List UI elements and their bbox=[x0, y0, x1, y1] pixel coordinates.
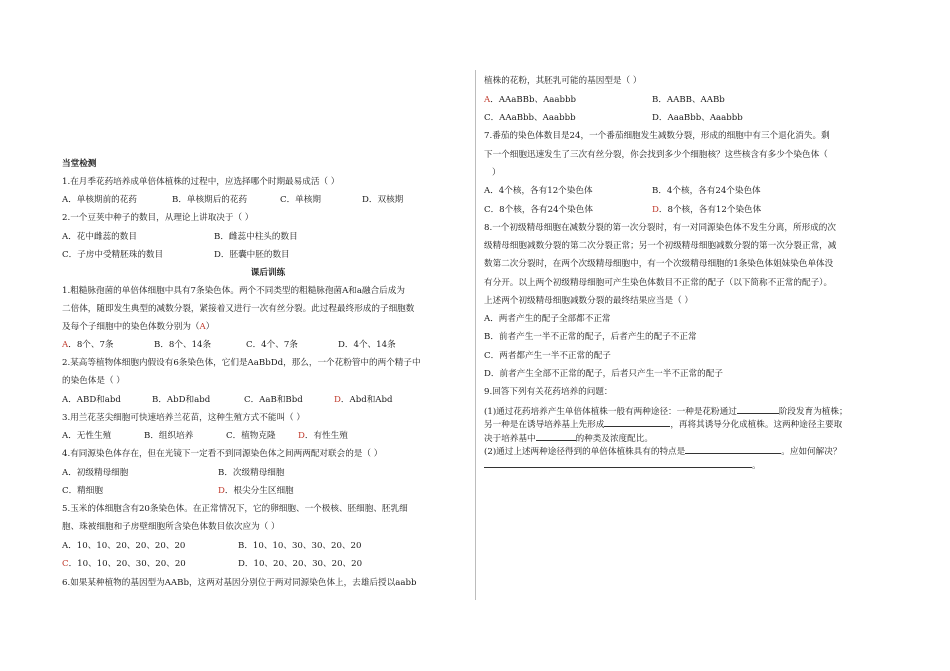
question-1: 1.在月季花药培养成单倍体植株的过程中，应选择哪个时期最易成活（ ） bbox=[62, 177, 340, 187]
option-a: A．8个、7条 bbox=[62, 340, 114, 350]
problem-2-line2: 的染色体是（ ） bbox=[62, 376, 125, 386]
answer-blank[interactable] bbox=[685, 444, 781, 454]
problem-8-line2: 级精母细胞减数分裂的第二次分裂正常；另一个初级精母细胞减数分裂的第一次分裂正常，减 bbox=[484, 241, 837, 251]
problem-8-line4: 有分开。以上两个初级精母细胞可产生染色体数目不正常的配子（以下简称不正常的配子）。 bbox=[484, 278, 833, 288]
option-c: C．子房中受精胚珠的数目 bbox=[62, 250, 164, 260]
problem-6-options-row2 bbox=[484, 112, 743, 124]
problem-8-option-d: D．前者产生全部不正常的配子，后者只产生一半不正常的配子 bbox=[484, 369, 723, 379]
problem-9-part1-line3: 决于培养基中 的种类及浓度配比。 bbox=[484, 431, 653, 445]
option-d: D．有性生殖 bbox=[298, 431, 348, 441]
option-d: D．10、20、20、30、20、20 bbox=[238, 559, 363, 569]
option-d: D．根尖分生区细胞 bbox=[218, 486, 294, 496]
problem-7-line2: 下一个细胞迅速发生了三次有丝分裂，你会找到多少个细胞核？这些核含有多少个染色体（ bbox=[484, 150, 828, 160]
option-a: A．AAaBBb、Aaabbb bbox=[484, 95, 577, 105]
option-b: B．次级精母细胞 bbox=[218, 468, 285, 478]
option-a: A．ABD和abd bbox=[62, 395, 121, 405]
option-c: C．植物克隆 bbox=[226, 431, 276, 441]
problem-2-line1: 2.某高等植物体细胞内假设有6条染色体，它们是AaBbDd，那么，一个花粉管中的两个精子中 bbox=[62, 358, 421, 368]
option-c: C．精细胞 bbox=[62, 486, 103, 496]
option-d: D．双核期 bbox=[362, 195, 404, 205]
problem-1-line3: 及每个子细胞中的染色体数分别为（A） bbox=[62, 322, 215, 332]
option-a: A．花中雌蕊的数目 bbox=[62, 232, 137, 242]
problem-2-options bbox=[62, 394, 393, 406]
problem-7-line3: ） bbox=[492, 168, 501, 178]
problem-4-options-row2 bbox=[62, 485, 294, 497]
question-2-options-row2 bbox=[62, 249, 290, 261]
option-b: B．8个、14条 bbox=[154, 340, 212, 350]
option-d: D．胚囊中胚的数目 bbox=[214, 250, 290, 260]
option-b: B．AbD和abd bbox=[152, 395, 211, 405]
option-d: D．8个核，各有12个染色体 bbox=[652, 205, 762, 215]
option-d: D．Abd和Abd bbox=[334, 395, 393, 405]
column-divider bbox=[475, 70, 476, 600]
problem-9-part2-line1: (2)通过上述两种途径得到的单倍体植株具有的特点是 。应如何解决？ bbox=[484, 444, 841, 458]
problem-8-option-b: B．前者产生一半不正常的配子，后者产生的配子不正常 bbox=[484, 332, 697, 342]
option-a: A．单核期前的花药 bbox=[62, 195, 137, 205]
problem-6-line1: 6.如果某种植物的基因型为AABb，这两对基因分别位于两对同源染色体上，去雄后授以aabb bbox=[62, 578, 417, 588]
option-a: A．10、10、20、20、20、20 bbox=[62, 541, 186, 551]
question-2-options-row1 bbox=[62, 231, 298, 243]
question-2: 2.一个豆荚中种子的数目，从理论上讲取决于（ ） bbox=[62, 213, 254, 223]
option-b: B．AABB、AABb bbox=[652, 95, 725, 105]
answer-blank[interactable] bbox=[484, 458, 752, 468]
option-d: D．AaaBbb、Aaabbb bbox=[652, 113, 743, 123]
question-1-options bbox=[62, 194, 403, 206]
problem-5-line1: 5.玉米的体细胞含有20条染色体。在正常情况下，它的卵细胞、一个极核、胚细胞、胚乳细 bbox=[62, 504, 408, 514]
option-c: C．8个核，各有24个染色体 bbox=[484, 205, 593, 215]
problem-5-options-row2 bbox=[62, 558, 362, 570]
problem-3: 3.用兰花茎尖细胞可快速培养兰花苗，这种生殖方式不能叫（ ） bbox=[62, 413, 305, 423]
option-c: C．10、10、20、30、20、20 bbox=[62, 559, 186, 569]
option-c: C．4个、7条 bbox=[246, 340, 298, 350]
answer-blank[interactable] bbox=[536, 431, 576, 441]
problem-7-options-row2 bbox=[484, 204, 761, 216]
problem-4: 4.有同源染色体存在，但在光镜下一定看不到同源染色体之间两两配对联会的是（ ） bbox=[62, 449, 383, 459]
answer-mark: A bbox=[199, 322, 206, 332]
problem-1-line2: 二倍体，随即发生典型的减数分裂，紧接着又进行一次有丝分裂。此过程最终形成的子细胞数 bbox=[62, 304, 415, 314]
option-b: B．组织培养 bbox=[144, 431, 194, 441]
problem-4-options-row1 bbox=[62, 467, 284, 479]
option-c: C．AaB和Bbd bbox=[244, 395, 303, 405]
option-b: B．10、10、30、30、20、20 bbox=[238, 541, 362, 551]
problem-7-line1: 7.番茄的染色体数目是24，一个番茄细胞发生减数分裂，形成的细胞中有三个退化消失。剩 bbox=[484, 131, 830, 141]
option-c: C．AAaBbb、Aaabbb bbox=[484, 113, 576, 123]
section-title-in-class-test: 当堂检测 bbox=[62, 159, 97, 169]
problem-8-line5: 上述两个初级精母细胞减数分裂的最终结果应当是（ ） bbox=[484, 296, 693, 306]
option-b: B．单核期后的花药 bbox=[172, 195, 248, 205]
problem-8-option-c: C．两者都产生一半不正常的配子 bbox=[484, 351, 611, 361]
option-a: A．无性生殖 bbox=[62, 431, 112, 441]
problem-5-line2: 胞、珠被细胞和子房壁细胞所含染色体数目依次应为（ ） bbox=[62, 522, 280, 532]
option-a: A．4个核，各有12个染色体 bbox=[484, 186, 593, 196]
problem-1-options bbox=[62, 339, 396, 351]
option-d: D．4个、14条 bbox=[338, 340, 396, 350]
section-title-after-class: 课后训练 bbox=[250, 268, 286, 278]
problem-9: 9.回答下列有关花药培养的问题： bbox=[484, 387, 613, 397]
problem-9-part1-line1: (1)通过花药培养产生单倍体植株一般有两种途径：一种是花粉通过 阶段发育为植株； bbox=[484, 404, 848, 418]
problem-8-line1: 8.一个初级精母细胞在减数分裂的第一次分裂时，有一对同源染色体不发生分离，所形成的次 bbox=[484, 223, 836, 233]
problem-6-line2: 植株的花粉，其胚乳可能的基因型是（ ） bbox=[484, 76, 642, 86]
problem-5-options-row1 bbox=[62, 540, 362, 552]
option-b: B．雌蕊中柱头的数目 bbox=[214, 232, 298, 242]
problem-8-option-a: A．两者产生的配子全部都不正常 bbox=[484, 314, 611, 324]
option-c: C．单核期 bbox=[280, 195, 321, 205]
problem-3-options bbox=[62, 430, 348, 442]
option-a: A．初级精母细胞 bbox=[62, 468, 129, 478]
option-b: B．4个核，各有24个染色体 bbox=[652, 186, 761, 196]
problem-9-part2-line2: 。 bbox=[484, 458, 761, 472]
problem-9-part1-line2: 另一种是在诱导培养基上先形成 ，再将其诱导分化成植株。这两种途径主要取 bbox=[484, 417, 842, 431]
problem-7-options-row1 bbox=[484, 185, 761, 197]
problem-1-line1: 1.粗糙脉孢菌的单倍体细胞中具有7条染色体。两个不同类型的粗糙脉孢菌A和a融合后成为 bbox=[62, 286, 405, 296]
problem-8-line3: 数第二次分裂时，在两个次级精母细胞中，有一个次级精母细胞的1条染色体姐妹染色单体没 bbox=[484, 259, 834, 269]
problem-6-options-row1 bbox=[484, 94, 725, 106]
answer-blank[interactable] bbox=[737, 404, 779, 414]
answer-blank[interactable] bbox=[604, 417, 670, 427]
